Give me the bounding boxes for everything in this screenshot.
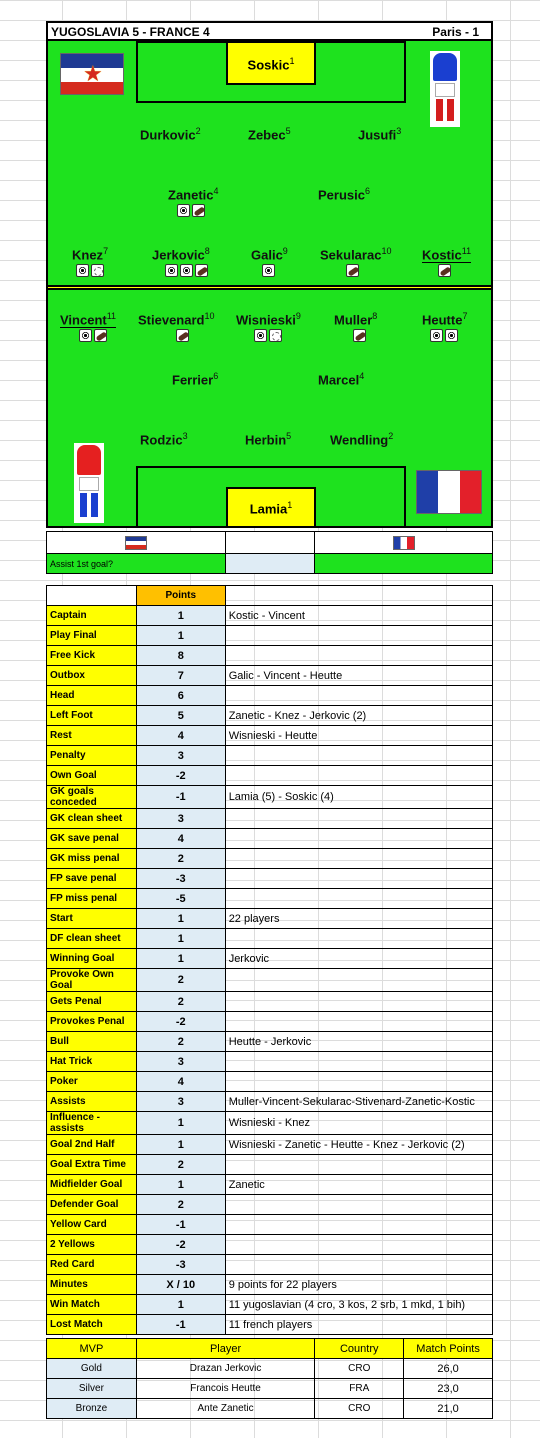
player-muller: Muller$^8$ [334,311,378,328]
points-rule: Outbox [47,666,137,686]
points-value: 1 [136,626,225,646]
points-row [47,706,493,726]
points-players [225,889,492,909]
mvp-country: CRO [315,1399,404,1419]
points-players [225,869,492,889]
points-players [225,766,492,786]
france-kit-icon [430,51,460,127]
ball-icon [445,329,458,342]
points-rule: FP miss penal [47,889,137,909]
points-row [47,1012,493,1032]
mvp-points: 23,0 [404,1379,493,1399]
boot-icon [195,264,208,277]
points-players [225,1195,492,1215]
points-rule: Goal Extra Time [47,1155,137,1175]
points-value: 3 [136,809,225,829]
yugoslavia-kit-icon [74,443,104,523]
player-zanetic: Zanetic$^4$ [168,186,219,203]
points-value: 2 [136,849,225,869]
mvp-points: 26,0 [404,1359,493,1379]
points-row [47,1195,493,1215]
points-value: -1 [136,1315,225,1335]
jerkovic-icons [165,264,208,277]
points-row [47,849,493,869]
assist-home-flag-cell [47,532,226,554]
points-rule: Penalty [47,746,137,766]
points-value: 1 [136,1175,225,1195]
player-vincent-captain: Vincent$^{11}$ [60,311,117,328]
points-rule: GK save penal [47,829,137,849]
player-rodzic: Rodzic$^3$ [140,431,188,448]
points-row [47,686,493,706]
points-row [47,1315,493,1335]
player-wendling: Wendling$^2$ [330,431,394,448]
mvp-table [46,1338,493,1419]
player-jusufi: Jusufi$^3$ [358,126,402,143]
points-rule: Bull [47,1032,137,1052]
points-players: Wisnieski - Knez [225,1112,492,1135]
mvp-country: CRO [315,1359,404,1379]
points-rule: GK clean sheet [47,809,137,829]
points-row [47,992,493,1012]
points-players [225,1155,492,1175]
points-value: -3 [136,869,225,889]
points-value: 8 [136,646,225,666]
mvp-player: Francois Heutte [136,1379,315,1399]
mvp-player: Drazan Jerkovic [136,1359,315,1379]
points-rule: Minutes [47,1275,137,1295]
points-rule: Start [47,909,137,929]
assist-away-flag-cell [315,532,493,554]
points-value: 3 [136,1092,225,1112]
boot-icon [94,329,107,342]
match-venue: Paris - 1 [432,25,479,39]
assist-value-cell[interactable] [226,554,315,574]
points-row [47,969,493,992]
player-zebec: Zebec$^5$ [248,126,291,143]
points-players [225,1235,492,1255]
points-row [47,1215,493,1235]
stievenard-icons [176,329,189,342]
points-value: 4 [136,1072,225,1092]
points-value: 2 [136,1155,225,1175]
mvp-medal: Silver [47,1379,137,1399]
points-rule: Provokes Penal [47,1012,137,1032]
points-row [47,626,493,646]
points-players [225,686,492,706]
points-row [47,889,493,909]
boot-icon [346,264,359,277]
points-row [47,909,493,929]
points-players: Kostic - Vincent [225,606,492,626]
mvp-header: Match Points [404,1339,493,1359]
points-players [225,1052,492,1072]
influence-icon [269,329,282,342]
zanetic-icons [177,204,205,217]
points-players [225,646,492,666]
points-rule: Free Kick [47,646,137,666]
points-row [47,726,493,746]
points-value: 1 [136,949,225,969]
points-value: -5 [136,889,225,909]
points-rule: Influence - assists [47,1112,137,1135]
points-players: Lamia (5) - Soskic (4) [225,786,492,809]
mvp-country: FRA [315,1379,404,1399]
points-row [47,829,493,849]
points-players: Galic - Vincent - Heutte [225,666,492,686]
points-rule: Captain [47,606,137,626]
points-rule: Midfielder Goal [47,1175,137,1195]
points-value: 1 [136,909,225,929]
ball-icon [79,329,92,342]
player-knez: Knez$^7$ [72,246,109,263]
player-marcel: Marcel$^4$ [318,371,365,388]
points-players: 11 french players [225,1315,492,1335]
points-row [47,1072,493,1092]
player-sekularac: Sekularac$^{10}$ [320,246,392,263]
points-rule: Left Foot [47,706,137,726]
mvp-row [47,1359,493,1379]
points-rule: Red Card [47,1255,137,1275]
mvp-header: Country [315,1339,404,1359]
player-ferrier: Ferrier$^6$ [172,371,219,388]
points-row [47,949,493,969]
points-row [47,1295,493,1315]
points-rule: Poker [47,1072,137,1092]
points-value: 2 [136,1032,225,1052]
points-rule: Winning Goal [47,949,137,969]
points-rule: Gets Penal [47,992,137,1012]
wisnieski-icons [254,329,282,342]
france-flag [416,470,482,514]
ball-icon [76,264,89,277]
points-players: Muller-Vincent-Sekularac-Stivenard-Zanetic-Kostic [225,1092,492,1112]
points-players [225,746,492,766]
ball-icon [254,329,267,342]
assist-table [46,531,493,574]
points-row [47,1092,493,1112]
points-rule: Own Goal [47,766,137,786]
boot-icon [438,264,451,277]
yugoslavia-flag: ★ [60,53,124,95]
points-row [47,1032,493,1052]
points-value: 4 [136,726,225,746]
mvp-medal: Gold [47,1359,137,1379]
mvp-row [47,1399,493,1419]
points-rule: Head [47,686,137,706]
points-rule: GK goals conceded [47,786,137,809]
boot-icon [353,329,366,342]
kostic-icons [438,264,451,277]
points-players: 9 points for 22 players [225,1275,492,1295]
mvp-medal: Bronze [47,1399,137,1419]
mvp-header: Player [136,1339,315,1359]
points-value: 2 [136,1195,225,1215]
player-galic: Galic$^9$ [251,246,288,263]
pitch [46,21,493,528]
points-players [225,992,492,1012]
player-wisnieski: Wisnieski$^9$ [236,311,301,328]
sekularac-icons [346,264,359,277]
assist-label: Assist 1st goal? [47,554,226,574]
home-goalkeeper: Soskic$^1$ [226,41,316,85]
points-value: 1 [136,929,225,949]
points-players [225,809,492,829]
points-value: 3 [136,746,225,766]
points-row [47,1255,493,1275]
points-row [47,1155,493,1175]
ball-icon [262,264,275,277]
mvp-row [47,1379,493,1399]
assist-away-cell [315,554,493,574]
points-row [47,646,493,666]
points-value: -1 [136,1215,225,1235]
points-rule: Play Final [47,626,137,646]
boot-icon [176,329,189,342]
points-row [47,766,493,786]
points-row [47,1052,493,1072]
points-rule: 2 Yellows [47,1235,137,1255]
points-row [47,929,493,949]
heutte-icons [430,329,458,342]
points-row [47,1235,493,1255]
yugoslavia-flag-small [125,536,147,550]
points-players [225,1072,492,1092]
player-perusic: Perusic$^6$ [318,186,370,203]
match-header [48,23,491,41]
points-rule: GK miss penal [47,849,137,869]
points-row [47,666,493,686]
vincent-icons [79,329,107,342]
points-rule: Goal 2nd Half [47,1135,137,1155]
points-rule: FP save penal [47,869,137,889]
points-players: Zanetic [225,1175,492,1195]
points-row [47,786,493,809]
player-kostic-captain: Kostic$^{11}$ [422,246,472,263]
points-rule: Provoke Own Goal [47,969,137,992]
points-value: 1 [136,1295,225,1315]
knez-icons [76,264,104,277]
points-players: Zanetic - Knez - Jerkovic (2) [225,706,492,726]
player-heutte: Heutte$^7$ [422,311,468,328]
influence-icon [91,264,104,277]
points-row [47,1112,493,1135]
points-value: 1 [136,1135,225,1155]
points-row [47,869,493,889]
player-durkovic: Durkovic$^2$ [140,126,201,143]
points-row [47,1135,493,1155]
points-players: 11 yugoslavian (4 cro, 3 kos, 2 srb, 1 mkd, 1 bih) [225,1295,492,1315]
mvp-player: Ante Zanetic [136,1399,315,1419]
points-value: -2 [136,1235,225,1255]
points-row [47,1175,493,1195]
points-value: 7 [136,666,225,686]
points-rule: Yellow Card [47,1215,137,1235]
points-players: Wisnieski - Zanetic - Heutte - Knez - Jerkovic (2) [225,1135,492,1155]
halfway-line [48,285,491,290]
ball-icon [430,329,443,342]
points-value: 1 [136,1112,225,1135]
galic-icons [262,264,275,277]
points-row [47,746,493,766]
points-row [47,1275,493,1295]
points-value: 2 [136,992,225,1012]
points-rule: Defender Goal [47,1195,137,1215]
points-rule: Assists [47,1092,137,1112]
points-players: Wisnieski - Heutte [225,726,492,746]
points-players: Heutte - Jerkovic [225,1032,492,1052]
mvp-points: 21,0 [404,1399,493,1419]
points-players [225,829,492,849]
points-rule: Win Match [47,1295,137,1315]
points-value: 4 [136,829,225,849]
points-players [225,849,492,869]
points-players [225,1012,492,1032]
muller-icons [353,329,366,342]
points-value: 5 [136,706,225,726]
points-row [47,606,493,626]
player-herbin: Herbin$^5$ [245,431,292,448]
player-jerkovic: Jerkovic$^8$ [152,246,210,263]
points-rule: Rest [47,726,137,746]
points-value: X / 10 [136,1275,225,1295]
points-players [225,626,492,646]
mvp-header: MVP [47,1339,137,1359]
points-rule: Lost Match [47,1315,137,1335]
ball-icon [180,264,193,277]
points-value: 2 [136,969,225,992]
points-players: 22 players [225,909,492,929]
points-value: 6 [136,686,225,706]
points-value: -3 [136,1255,225,1275]
points-rule: DF clean sheet [47,929,137,949]
match-title: YUGOSLAVIA 5 - FRANCE 4 [51,25,210,39]
points-header: Points [136,586,225,606]
points-table [46,585,493,1335]
boot-icon [192,204,205,217]
points-players [225,929,492,949]
ball-icon [177,204,190,217]
points-players: Jerkovic [225,949,492,969]
points-row [47,809,493,829]
france-flag-small [393,536,415,550]
points-players [225,1215,492,1235]
away-goalkeeper: Lamia$^1$ [226,487,316,528]
points-value: -2 [136,766,225,786]
points-players [225,969,492,992]
points-value: -2 [136,1012,225,1032]
ball-icon [165,264,178,277]
points-value: 3 [136,1052,225,1072]
player-stievenard: Stievenard$^{10}$ [138,311,215,328]
points-value: -1 [136,786,225,809]
points-value: 1 [136,606,225,626]
points-players [225,1255,492,1275]
points-rule: Hat Trick [47,1052,137,1072]
